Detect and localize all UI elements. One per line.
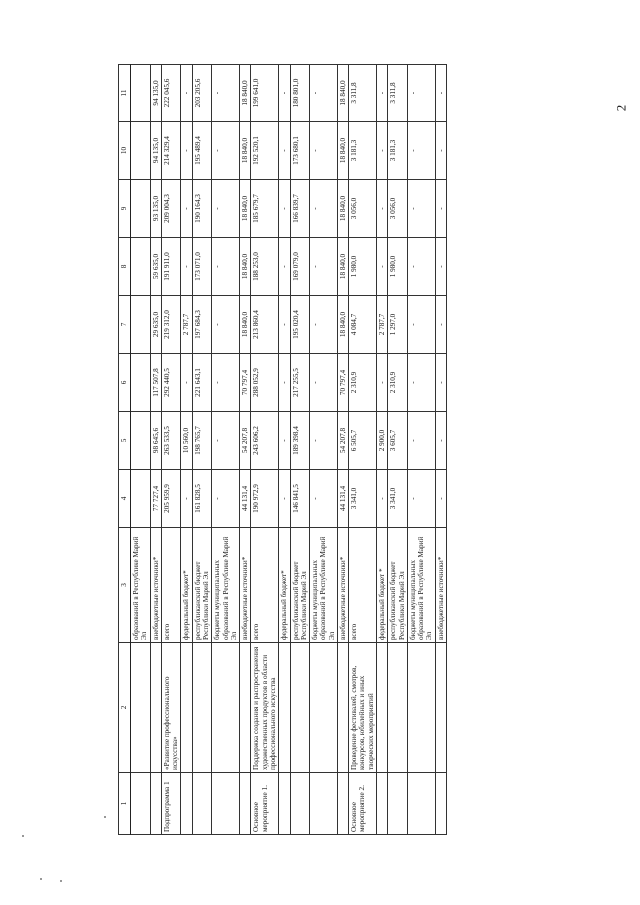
value-cell: - [435,354,446,412]
value-cell: - [310,238,338,296]
table-row [310,65,338,835]
value-cell: 3 311,8 [388,65,408,122]
row-label-c2 [240,643,251,773]
row-label-c1 [388,773,408,835]
column-header: 8 [119,238,131,296]
value-cell: - [377,122,388,180]
value-cell: 18 840,0 [240,122,251,180]
value-cell [131,296,151,354]
value-cell [131,354,151,412]
value-cell: - [435,470,446,528]
table-row [240,65,251,835]
value-cell: - [279,412,290,470]
value-cell: - [377,238,388,296]
value-cell: - [407,354,435,412]
value-cell: 195 489,4 [192,122,212,180]
value-cell: 98 645,6 [150,412,161,470]
value-cell: 18 840,0 [337,122,348,180]
row-label-c3: внебюджетные источники* [435,528,446,643]
value-cell: 18 840,0 [240,296,251,354]
row-label-c2 [150,643,161,773]
row-label-c2 [407,643,435,773]
value-cell: 18 840,0 [337,65,348,122]
row-label-c3: внебюджетные источники* [240,528,251,643]
value-cell: 192 520,1 [251,122,279,180]
row-label-c2 [212,643,240,773]
row-label-c1 [240,773,251,835]
row-label-c1 [279,773,290,835]
value-cell: 3 181,3 [388,122,408,180]
value-cell: - [181,470,192,528]
value-cell: 221 643,1 [192,354,212,412]
column-header: 9 [119,180,131,238]
value-cell: 117 507,8 [150,354,161,412]
row-label-c3: республиканский бюджет Республики Марий Эл [290,528,310,643]
value-cell: 243 606,2 [251,412,279,470]
scan-speck [60,880,62,882]
value-cell: - [279,296,290,354]
row-label-c3: федеральный бюджет* [181,528,192,643]
value-cell: 203 205,6 [192,65,212,122]
budget-table [118,64,447,835]
value-cell: 180 801,0 [290,65,310,122]
value-cell: 1 980,0 [388,238,408,296]
value-cell: 217 255,5 [290,354,310,412]
value-cell: 292 440,5 [161,354,181,412]
row-label-c1 [131,773,151,835]
table-row [337,65,348,835]
value-cell: 2 310,9 [388,354,408,412]
row-label-c1 [290,773,310,835]
value-cell: - [212,470,240,528]
value-cell: - [407,296,435,354]
value-cell: - [407,65,435,122]
value-cell: 222 045,6 [161,65,181,122]
value-cell: - [435,65,446,122]
table-row [181,65,192,835]
row-label-c3: бюджеты муниципальных образований в Республике Марий Эл [407,528,435,643]
value-cell: 166 839,7 [290,180,310,238]
value-cell: 54 207,8 [337,412,348,470]
value-cell: 169 079,0 [290,238,310,296]
value-cell: 146 841,5 [290,470,310,528]
value-cell: - [310,470,338,528]
value-cell [131,412,151,470]
value-cell: 3 341,0 [388,470,408,528]
value-cell: - [435,122,446,180]
value-cell: 288 052,9 [251,354,279,412]
row-label-c3: бюджеты муниципальных образований в Республике Марий Эл [310,528,338,643]
value-cell: 18 840,0 [337,238,348,296]
column-header: 5 [119,412,131,470]
row-label-c1 [337,773,348,835]
row-label-c1 [407,773,435,835]
row-label-c2: «Развитие профессионального искусства» [161,643,181,773]
row-label-c2 [388,643,408,773]
value-cell: 191 911,0 [161,238,181,296]
row-label-c1 [150,773,161,835]
scan-speck [40,878,42,880]
value-cell: - [310,65,338,122]
value-cell: 2 787,7 [377,296,388,354]
table-row [388,65,408,835]
rotated-table-wrapper [118,65,528,835]
value-cell: 18 840,0 [240,180,251,238]
value-cell: 213 860,4 [251,296,279,354]
value-cell: - [212,354,240,412]
value-cell: 44 131,4 [337,470,348,528]
column-header: 3 [119,528,131,643]
value-cell: - [310,296,338,354]
row-label-c3: федеральный бюджет* [279,528,290,643]
value-cell: 54 207,8 [240,412,251,470]
value-cell: 18 840,0 [240,238,251,296]
table-row [192,65,212,835]
value-cell: 219 312,0 [161,296,181,354]
value-cell: 173 680,1 [290,122,310,180]
value-cell: 2 900,0 [377,412,388,470]
value-cell: - [310,180,338,238]
value-cell: - [407,122,435,180]
row-label-c3: всего [251,528,279,643]
value-cell: 29 635,0 [150,296,161,354]
row-label-c2 [192,643,212,773]
value-cell: 197 684,3 [192,296,212,354]
column-header: 6 [119,354,131,412]
value-cell: - [181,238,192,296]
row-label-c2: Проведение фестивалей, смотров, конкурсов, юбилейных и иных творческих мероприятий [349,643,377,773]
value-cell: - [435,412,446,470]
scan-speck [22,835,24,837]
column-header: 10 [119,122,131,180]
value-cell: - [279,354,290,412]
value-cell: - [212,65,240,122]
header-row [119,65,131,835]
table-row [279,65,290,835]
row-label-c1 [310,773,338,835]
value-cell: - [377,180,388,238]
value-cell: - [279,180,290,238]
column-header: 11 [119,65,131,122]
row-label-c3: бюджеты муниципальных образований в Республике Марий Эл [212,528,240,643]
value-cell: - [377,65,388,122]
value-cell: - [181,65,192,122]
value-cell: 59 635,0 [150,238,161,296]
value-cell: 188 253,0 [251,238,279,296]
value-cell: - [212,180,240,238]
column-header: 4 [119,470,131,528]
value-cell: 3 311,8 [349,65,377,122]
value-cell: - [407,470,435,528]
value-cell: 195 020,4 [290,296,310,354]
value-cell: - [279,238,290,296]
value-cell: 190 164,3 [192,180,212,238]
table-row [150,65,161,835]
value-cell: - [212,238,240,296]
value-cell: - [279,122,290,180]
value-cell: - [377,470,388,528]
table-row [251,65,279,835]
value-cell: 70 797,4 [337,354,348,412]
row-label-c1 [212,773,240,835]
value-cell: 190 972,9 [251,470,279,528]
page-number: 2 [613,104,629,112]
value-cell: 1 297,0 [388,296,408,354]
value-cell [131,238,151,296]
table-row [212,65,240,835]
row-label-c1 [377,773,388,835]
value-cell: 214 329,4 [161,122,181,180]
value-cell: - [212,296,240,354]
table-row [349,65,377,835]
value-cell: 18 840,0 [240,65,251,122]
value-cell [131,65,151,122]
value-cell: 70 797,4 [240,354,251,412]
table-row [161,65,181,835]
table-row [407,65,435,835]
value-cell: - [435,180,446,238]
value-cell: - [310,354,338,412]
row-label-c3: всего [349,528,377,643]
value-cell: 18 840,0 [337,296,348,354]
value-cell: - [181,180,192,238]
row-label-c3: республиканский бюджет Республики Марий Эл [388,528,408,643]
value-cell: - [310,122,338,180]
value-cell: - [435,296,446,354]
value-cell: - [407,180,435,238]
row-label-c3: образований в Республике Марий Эл [131,528,151,643]
value-cell [131,180,151,238]
value-cell: - [407,238,435,296]
value-cell: - [310,412,338,470]
value-cell: 94 135,0 [150,122,161,180]
row-label-c2 [377,643,388,773]
value-cell: 18 840,0 [337,180,348,238]
value-cell: 173 071,0 [192,238,212,296]
value-cell: - [435,238,446,296]
row-label-c1 [435,773,446,835]
row-label-c2 [310,643,338,773]
value-cell [131,470,151,528]
row-label-c1: Основное мероприятие 2. [349,773,377,835]
value-cell: - [279,65,290,122]
value-cell: 161 828,5 [192,470,212,528]
value-cell: 199 641,0 [251,65,279,122]
row-label-c2 [131,643,151,773]
row-label-c3: федеральный бюджет * [377,528,388,643]
value-cell: 93 135,0 [150,180,161,238]
value-cell: 10 560,0 [181,412,192,470]
value-cell: 189 398,4 [290,412,310,470]
row-label-c1 [181,773,192,835]
value-cell: - [279,470,290,528]
column-header: 2 [119,643,131,773]
value-cell: 2 787,7 [181,296,192,354]
row-label-c2 [290,643,310,773]
row-label-c3: внебюджетные источники* [337,528,348,643]
value-cell: - [212,122,240,180]
row-label-c2 [435,643,446,773]
value-cell: 4 084,7 [349,296,377,354]
column-header: 7 [119,296,131,354]
row-label-c2 [337,643,348,773]
value-cell: 94 135,0 [150,65,161,122]
row-label-c1 [192,773,212,835]
value-cell: 185 679,7 [251,180,279,238]
row-label-c3: внебюджетные источники* [150,528,161,643]
value-cell: 205 959,9 [161,470,181,528]
value-cell: - [181,122,192,180]
value-cell: 3 605,7 [388,412,408,470]
value-cell: - [181,354,192,412]
value-cell: 3 341,0 [349,470,377,528]
value-cell [131,122,151,180]
table-row [290,65,310,835]
row-label-c2: Поддержка создания и распространения художественных продуктов в области профессионального искусства [251,643,279,773]
row-label-c2 [181,643,192,773]
table-body [131,65,447,835]
row-label-c3: всего [161,528,181,643]
row-label-c2 [279,643,290,773]
row-label-c1: Подпрограмма 1 [161,773,181,835]
value-cell: - [407,412,435,470]
table-row [131,65,151,835]
column-header: 1 [119,773,131,835]
value-cell: 198 765,7 [192,412,212,470]
value-cell: 263 533,5 [161,412,181,470]
table-row [377,65,388,835]
value-cell: 1 980,0 [349,238,377,296]
scan-speck [104,816,106,818]
value-cell: 44 131,4 [240,470,251,528]
value-cell: - [212,412,240,470]
value-cell: 6 505,7 [349,412,377,470]
value-cell: 2 310,9 [349,354,377,412]
value-cell: 209 004,3 [161,180,181,238]
value-cell: 77 727,4 [150,470,161,528]
row-label-c3: республиканский бюджет Республики Марий Эл [192,528,212,643]
value-cell: 3 056,0 [388,180,408,238]
value-cell: - [377,354,388,412]
value-cell: 3 056,0 [349,180,377,238]
table-row [435,65,446,835]
row-label-c1: Основное мероприятие 1. [251,773,279,835]
value-cell: 3 181,3 [349,122,377,180]
